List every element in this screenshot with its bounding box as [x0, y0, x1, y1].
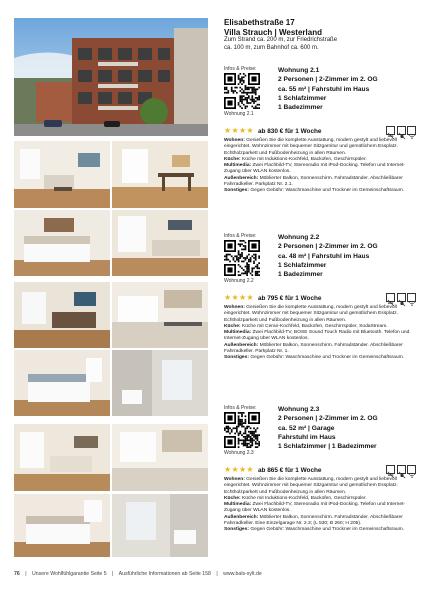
footer-separator: |	[25, 571, 27, 577]
qr-unit-label: Wohnung 2.2	[224, 278, 254, 284]
page-number: 76	[14, 571, 20, 577]
apartment-photo-living	[14, 141, 110, 208]
no-pets-icon	[397, 293, 406, 302]
price-line	[224, 465, 418, 475]
desc-label: Wohnen:	[224, 305, 245, 310]
desc-label: Sonstiges:	[224, 527, 250, 533]
apartment-photo-bedroom-3	[14, 494, 110, 557]
star-rating: ★★★★	[224, 293, 254, 302]
no-smoking-icon	[386, 126, 395, 135]
unit-title	[278, 405, 418, 451]
unit-description	[224, 305, 416, 362]
property-address: Elisabethstraße 17	[224, 18, 295, 27]
apartment-photo-bathroom	[112, 350, 208, 416]
desc-text: Genießen Sie die komplette Ausstattung, modern gestylt und liebevoll eingerichtet. Wohnzimmer mit bequemer Sitzgarnitur und gemütlichem Essplatz. Echtholzparkett und Fußbodenheizung in allen Räumen.	[224, 305, 398, 323]
apartment-photo-lounge	[112, 210, 208, 276]
no-pets-icon	[397, 126, 406, 135]
info-prices-label: Infos & Preise:	[224, 233, 257, 239]
info-prices-label: Infos & Preise:	[224, 66, 257, 72]
desc-text: Genießen Sie die komplette Ausstattung, modern gestylt und liebevoll eingerichtet. Wohnzimmer mit bequemer Sitzgarnitur und gemütlichem Essplatz. Echtholzparkett und Fußbodenheizung in allen Räumen.	[224, 138, 398, 156]
unit-title-line: Wohnung 2.1	[278, 67, 320, 74]
unit-title-line: 2 Personen | 2-Zimmer im 2. OG	[278, 76, 378, 84]
unit-description	[224, 138, 416, 195]
qr-unit-label: Wohnung 2.3	[224, 450, 254, 456]
property-location	[224, 37, 414, 52]
price-line	[224, 126, 418, 136]
page-footer	[14, 571, 414, 577]
apartment-photo-kitchen	[112, 282, 208, 348]
footer-separator: |	[112, 571, 114, 577]
price-text: ab 865 € für 1 Woche	[258, 467, 322, 474]
desc-text: Möblierter Balkon, Sonnenschirm. Fahrradständer. Abschließbarer Fahrradkeller. Parkplatz Nr. 2.1.	[224, 175, 403, 188]
unit-title-line: 1 Badezimmer	[278, 271, 323, 279]
unit-title-line: 1 Schlafzimmer | 1 Badezimmer	[278, 443, 377, 451]
desc-label: Multimedia:	[224, 502, 252, 508]
location-line-2: ca. 100 m, zum Bahnhof ca. 600 m.	[224, 44, 319, 51]
qr-unit-label: Wohnung 2.1	[224, 111, 254, 117]
wlan-icon	[407, 293, 416, 302]
wlan-icon	[407, 465, 416, 474]
desc-text: Möblierter Balkon, Sonnenschirm. Fahrradständer. Abschließbarer Fahrradkeller. Parkplatz Nr. 1.	[224, 342, 403, 355]
qr-code-icon[interactable]	[224, 73, 260, 109]
unit-title-line: Fahrstuhl im Haus	[278, 433, 336, 441]
desc-text: Möblierter Balkon, Sonnenschirm. Fahrradständer. Abschließbarer Fahrradkeller. Eine Einzelgarage Nr. 2.3; (L 530; B 260; H 205).	[224, 514, 403, 527]
unit-block-2-1	[224, 66, 418, 218]
desc-label: Sonstiges:	[224, 355, 250, 361]
desc-text: Gegen Gebühr: Waschmaschine und Trockner im Gemeinschaftsraum.	[249, 355, 405, 361]
info-prices-label: Infos & Preise:	[224, 405, 257, 411]
desc-text: Küche mit Induktions-Kochfeld, Backofen, Geschirrspüler.	[240, 495, 367, 501]
apartment-photo-living-3	[14, 424, 110, 491]
unit-title-line: 2 Personen | 2-Zimmer im 2. OG	[278, 243, 378, 251]
unit-title-line: 2 Personen | 2-Zimmer im 2. OG	[278, 415, 378, 423]
desc-label: Außenbereich:	[224, 175, 259, 181]
unit-title	[278, 66, 418, 112]
desc-label: Außenbereich:	[224, 342, 259, 348]
unit-title-line: 1 Schlafzimmer	[278, 261, 327, 269]
desc-text: Gegen Gebühr: Waschmaschine und Trockner im Gemeinschaftsraum.	[249, 188, 405, 194]
apartment-photo-bathroom-2	[112, 494, 208, 557]
star-rating: ★★★★	[224, 126, 254, 135]
unit-title-line: 1 Badezimmer	[278, 104, 323, 112]
apartment-photo-kitchen-2	[112, 424, 208, 491]
desc-label: Küche:	[224, 495, 241, 501]
desc-text: Küche mit Ceran-Kochfeld, Backofen, Geschirrspüler, SodaStream.	[240, 323, 388, 329]
location-line-1: Zum Strand ca. 200 m, zur Friedrichstraße	[224, 37, 338, 43]
property-title	[224, 18, 414, 37]
star-rating: ★★★★	[224, 465, 254, 474]
desc-label: Wohnen:	[224, 138, 245, 143]
unit-block-2-2	[224, 233, 418, 393]
property-name: Villa Strauch | Westerland	[224, 27, 322, 37]
unit-title-line: ca. 48 m² | Fahrstuhl im Haus	[278, 252, 370, 260]
unit-title-line: Wohnung 2.2	[278, 234, 320, 241]
footer-separator: |	[216, 571, 218, 577]
unit-title	[278, 233, 418, 279]
apartment-photo-bedroom	[14, 210, 110, 276]
desc-label: Multimedia:	[224, 163, 252, 169]
desc-label: Wohnen:	[224, 477, 245, 482]
price-text: ab 830 € für 1 Woche	[258, 128, 322, 135]
desc-text: Küche mit Induktions-Kochfeld, Backofen, Geschirrspüler.	[240, 156, 367, 162]
desc-text: Gegen Gebühr: Waschmaschine und Trockner im Gemeinschaftsraum.	[249, 527, 405, 533]
footer-website-link[interactable]: www.bals-sylt.de	[223, 571, 262, 577]
no-pets-icon	[397, 465, 406, 474]
price-text: ab 795 € für 1 Woche	[258, 295, 322, 302]
desc-text: Zwei Flachbild-TV, BOSE Sound Touch Radio mit Bluetooth. Telefon und Internet-Zugang über WLAN kostenlos.	[224, 330, 410, 342]
qr-code-icon[interactable]	[224, 412, 260, 448]
apartment-photo-bedroom-2	[14, 350, 110, 416]
desc-label: Multimedia:	[224, 330, 252, 336]
desc-text: Zwei Flachbild-TV, Stereoradio mit iPod-Docking. Telefon und Internet-Zugang über WLAN kostenlos.	[224, 502, 406, 514]
footer-information: Ausführliche Informationen ab Seite 158	[118, 571, 211, 577]
unit-title-line: ca. 52 m² | Garage	[278, 424, 335, 432]
unit-block-2-3	[224, 405, 418, 565]
no-smoking-icon	[386, 465, 395, 474]
building-exterior-photo	[14, 18, 208, 136]
desc-label: Sonstiges:	[224, 188, 250, 194]
price-line	[224, 293, 418, 303]
wlan-icon	[407, 126, 416, 135]
desc-text: Genießen Sie die komplette Ausstattung, modern gestylt und liebevoll eingerichtet. Wohnzimmer mit bequemer Sitzgarnitur und gemütlichem Essplatz. Echtholzparkett und Fußbodenheizung in allen Räumen.	[224, 477, 398, 495]
unit-description	[224, 477, 416, 534]
desc-text: Zwei Flachbild-TV, Stereoradio mit iPod-Docking. Telefon und Internet-Zugang über WLAN kostenlos.	[224, 163, 406, 175]
apartment-photo-living-2	[14, 282, 110, 348]
desc-label: Küche:	[224, 156, 241, 162]
desc-label: Küche:	[224, 323, 241, 329]
unit-title-line: 1 Schlafzimmer	[278, 94, 327, 102]
footer-wohlfuehlgarantie: Unsere Wohlfühlgarantie Seite 5	[32, 571, 107, 577]
no-smoking-icon	[386, 293, 395, 302]
unit-title-line: ca. 55 m² | Fahrstuhl im Haus	[278, 85, 370, 93]
apartment-photo-dining	[112, 141, 208, 208]
desc-label: Außenbereich:	[224, 514, 259, 520]
unit-title-line: Wohnung 2.3	[278, 406, 320, 413]
qr-code-icon[interactable]	[224, 240, 260, 276]
